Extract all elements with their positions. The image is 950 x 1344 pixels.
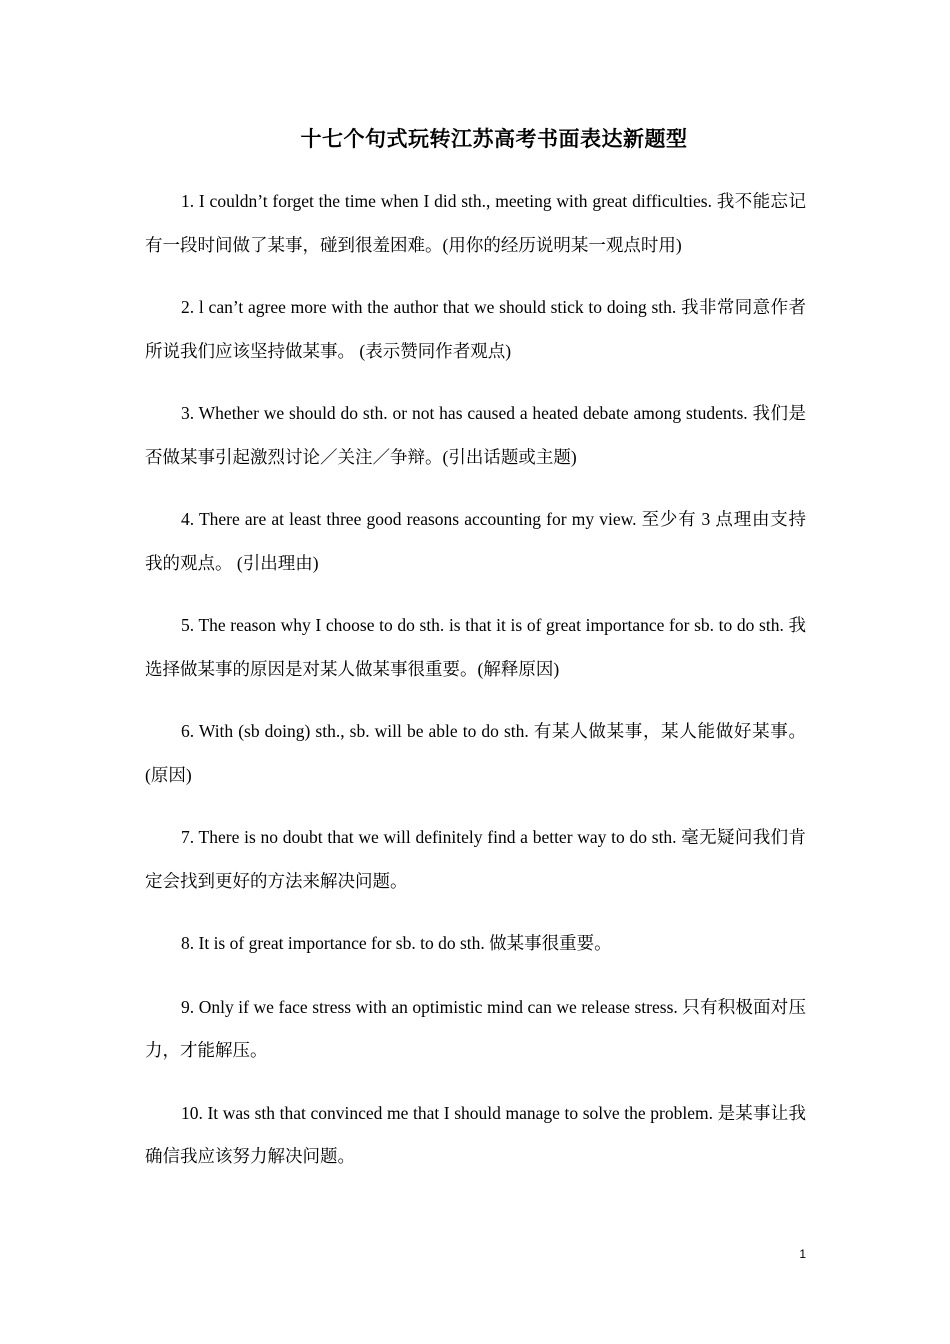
sentence-item-7: 7. There is no doubt that we will definitely find a better way to do sth. 毫无疑问我们肯定会找到更好的方法来解决问题。 (145, 827, 806, 891)
sentence-item-6: 6. With (sb doing) sth., sb. will be able to do sth. 有某人做某事，某人能做好某事。(原因) (145, 721, 806, 785)
sentence-item-8: 8. It is of great importance for sb. to do sth. 做某事很重要。 (181, 933, 612, 953)
page-title: 十七个句式玩转江苏高考书面表达新题型 (300, 127, 688, 151)
sentence-item-10: 10. It was sth that convinced me that I should manage to solve the problem. 是某事让我确信我应该努力解决问题。 (145, 1102, 806, 1166)
sentence-item-4: 4. There are at least three good reasons accounting for my view. 至少有 3 点理由支持我的观点。 (引出理由) (145, 509, 806, 573)
page-number: 1 (799, 1247, 806, 1261)
sentence-list (145, 180, 806, 1198)
sentence-item-5: 5. The reason why I choose to do sth. is that it is of great importance for sb. to do sth. 我选择做某事的原因是对某人做某事很重要。(解释原因) (145, 615, 806, 679)
sentence-item-2: 2. l can’t agree more with the author that we should stick to doing sth. 我非常同意作者所说我们应该坚持做某事。 (表示赞同作者观点) (145, 297, 806, 361)
sentence-item-3: 3. Whether we should do sth. or not has caused a heated debate among students. 我们是否做某事引起激烈讨论／关注／争辩。(引出话题或主题) (145, 403, 806, 467)
sentence-item-9: 9. Only if we face stress with an optimistic mind can we release stress. 只有积极面对压力，才能解压。 (145, 996, 806, 1060)
sentence-item-1: 1. I couldn’t forget the time when I did sth., meeting with great difficulties. 我不能忘记有一段时间做了某事，碰到很羞困难。(用你的经历说明某一观点时用) (145, 191, 806, 255)
